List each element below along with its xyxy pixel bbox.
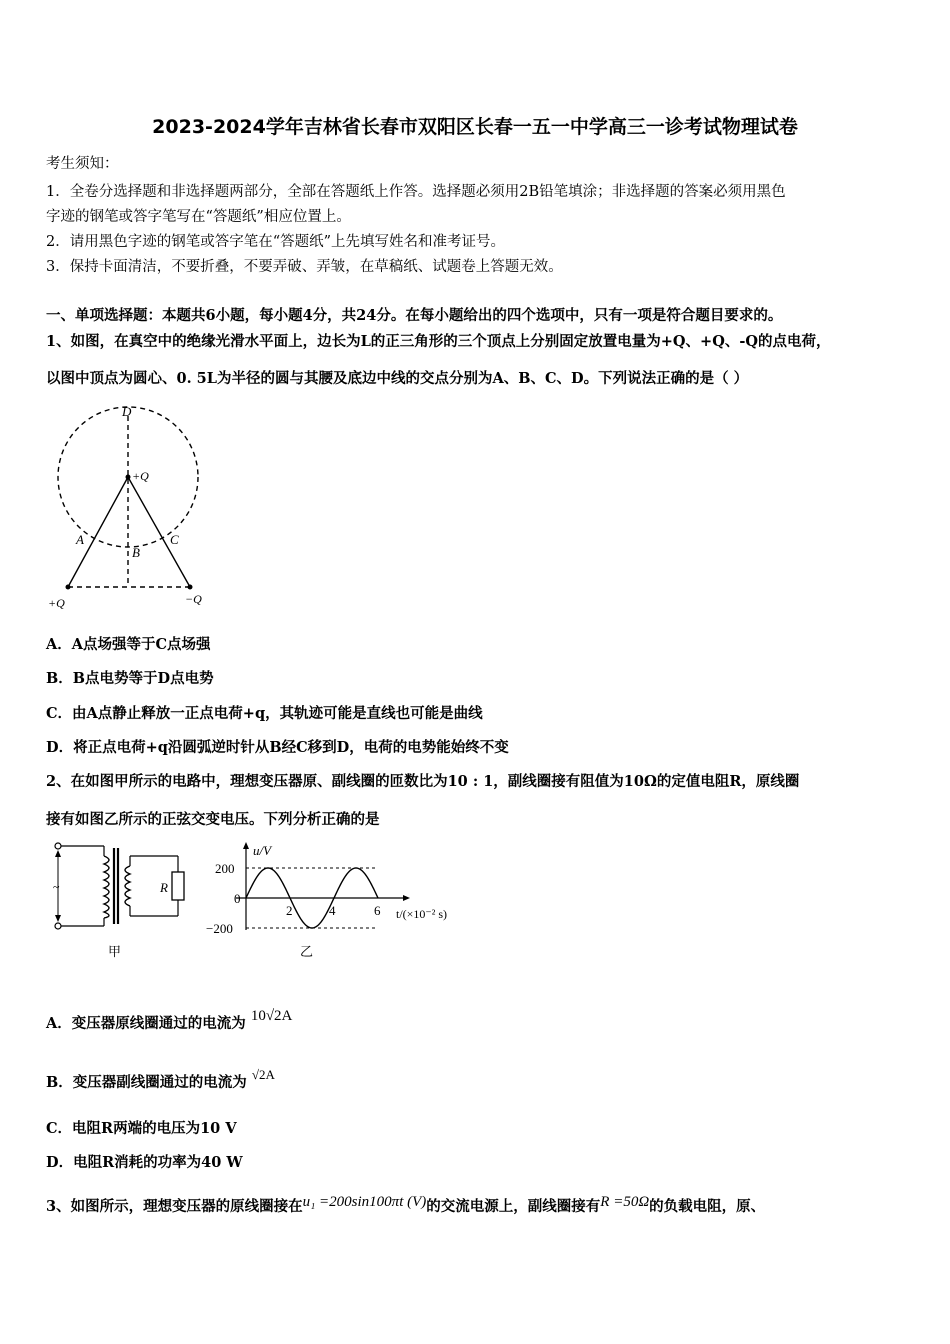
q3-formula-resistance: R =50Ω xyxy=(600,1194,650,1210)
q2-y-tick-neg200: −200 xyxy=(206,921,233,936)
q1-label-d: D xyxy=(122,404,132,419)
q1-label-c: C xyxy=(170,532,179,547)
q1-right-side xyxy=(128,477,190,587)
q1-option-d: D．将正点电荷+q沿圆弧逆时针从B经C移到D，电荷的电势能始终不变 xyxy=(46,739,509,756)
q2-caption-yi: 乙 xyxy=(300,944,314,959)
q2-option-a-math: 10√2A xyxy=(250,1008,293,1024)
q1-stem-line-1: 1、如图，在真空中的绝缘光滑水平面上，边长为L的正三角形的三个顶点上分别固定放置电量为+Q、+Q、-Q的点电荷， xyxy=(46,333,831,350)
q1-stem-line-2: 以图中顶点为圆心、0. 5L为半径的圆与其腰及底边中线的交点分别为A、B、C、D。下列说法正确的是（ ） xyxy=(46,370,749,387)
q1-right-charge xyxy=(188,585,193,590)
q1-label-top-charge: +Q xyxy=(132,469,149,483)
q2-terminal-bottom xyxy=(55,923,61,929)
q2-resistor xyxy=(172,872,184,900)
q2-caption-jia: 甲 xyxy=(108,944,122,959)
q2-stem-line-2: 接有如图乙所示的正弦交变电压。下列分析正确的是 xyxy=(46,811,380,828)
q2-circuit-figure xyxy=(46,838,196,963)
q2-y-tick-0: 0 xyxy=(234,891,241,906)
q2-secondary-coil xyxy=(125,866,130,906)
q1-option-a: A．A点场强等于C点场强 xyxy=(46,636,211,653)
q1-label-a: A xyxy=(76,532,84,547)
q2-option-a xyxy=(46,1008,293,1033)
q1-label-left-charge: +Q xyxy=(48,596,65,610)
page-title: 2023-2024学年吉林省长春市双阳区长春一五一中学高三一诊考试物理试卷 xyxy=(152,116,798,138)
q2-option-b xyxy=(46,1067,275,1092)
notice-item-2: 2．请用黑色字迹的钢笔或答字笔在“答题纸”上先填写姓名和准考证号。 xyxy=(46,234,506,250)
q1-option-b: B．B点电势等于D点电势 xyxy=(46,670,214,687)
q1-label-b: B xyxy=(132,545,140,560)
q2-stem-line-1: 2、在如图甲所示的电路中，理想变压器原、副线圈的匝数比为10 : 1，副线圈接有阻值为10Ω的定值电阻R，原线圈 xyxy=(46,773,800,790)
q2-primary-coil xyxy=(104,856,109,918)
q3-stem-part-2: 的交流电源上，副线圈接有 xyxy=(426,1198,601,1215)
q2-y-tick-200: 200 xyxy=(215,861,235,876)
q1-figure xyxy=(40,402,240,612)
notice-item-1-line-1: 1．全卷分选择题和非选择题两部分，全部在答题纸上作答。选择题必须用2B铅笔填涂；非选择题的答案必须用黑色 xyxy=(46,184,786,200)
q2-terminal-top xyxy=(55,843,61,849)
q2-x-tick-4: 4 xyxy=(329,903,336,918)
q2-x-tick-6: 6 xyxy=(374,903,381,918)
q1-option-c: C．由A点静止释放一正点电荷+q，其轨迹可能是直线也可能是曲线 xyxy=(46,705,483,722)
q2-x-axis-label: t/(×10⁻² s) xyxy=(396,907,448,921)
q2-option-d: D．电阻R消耗的功率为40 W xyxy=(46,1154,243,1171)
notice-heading: 考生须知： xyxy=(46,156,119,172)
q2-voltage-chart xyxy=(196,838,476,963)
q2-option-b-text: B．变压器副线圈通过的电流为 xyxy=(46,1074,247,1091)
q3-formula-voltage: u₁ =200sin100πt (V) xyxy=(302,1194,427,1210)
notice-item-1-line-2: 字迹的钢笔或答字笔写在“答题纸”相应位置上。 xyxy=(46,209,351,225)
q2-option-b-math: √2A xyxy=(251,1067,275,1082)
q1-left-charge xyxy=(66,585,71,590)
q3-stem-part-1: 3、如图所示，理想变压器的原线圈接在 xyxy=(46,1198,303,1215)
notice-item-3: 3．保持卡面清洁，不要折叠，不要弄破、弄皱，在草稿纸、试题卷上答题无效。 xyxy=(46,259,563,275)
q2-x-tick-2: 2 xyxy=(286,903,293,918)
section-1-heading: 一、单项选择题：本题共6小题，每小题4分，共24分。在每小题给出的四个选项中，只有一项是符合题目要求的。 xyxy=(46,307,783,324)
q1-top-charge xyxy=(126,475,131,480)
q2-y-axis-label: u/V xyxy=(253,843,272,858)
q2-resistor-label: R xyxy=(160,880,168,895)
q3-stem-part-3: 的负载电阻，原、 xyxy=(649,1198,766,1215)
q3-stem xyxy=(46,1195,765,1216)
q2-option-a-text: A．变压器原线圈通过的电流为 xyxy=(46,1015,246,1032)
q2-ac-symbol: ~ xyxy=(53,880,60,894)
q1-label-right-charge: −Q xyxy=(185,592,202,606)
q2-option-c: C．电阻R两端的电压为10 V xyxy=(46,1120,237,1137)
